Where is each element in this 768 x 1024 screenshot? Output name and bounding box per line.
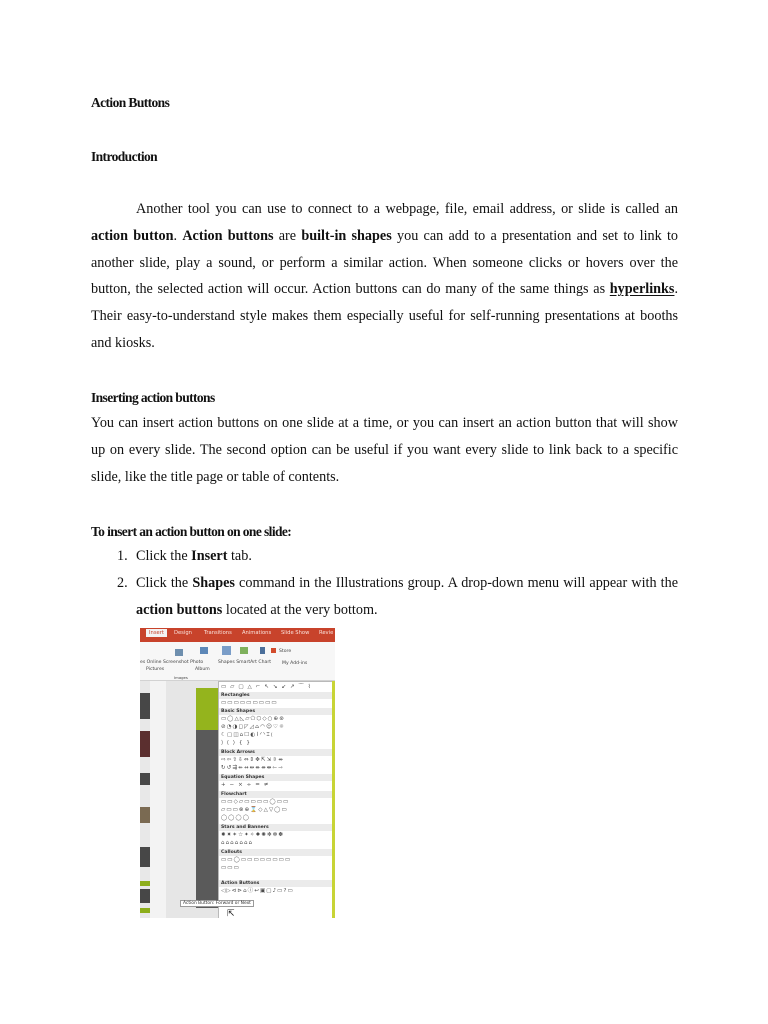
ribbon-label: Pictures [146,667,165,672]
shape-row[interactable]: ▭▭▭ [221,865,240,871]
introduction-paragraph [91,196,678,357]
shape-row[interactable]: ☾▢◫⌂☐◐⌇◜◝⌶⟮ [221,732,274,738]
hyperlinks-link[interactable]: hyperlinks [609,281,675,298]
steps-list [91,543,678,623]
ribbon-label: es Online Screenshot Photo [140,660,204,665]
shape-row[interactable]: ▭▭◇▱▭▭▭▭◯▭▭ [221,799,290,805]
intro-text-4: you can add to a presentation and set to link to another slide, play a sound, or perform a similar action. When someone clicks or hovers over the button, the selected action will occur. Action buttons can do many of the same things as [91,227,679,298]
shape-row[interactable]: ▱▭▭⊗⊕⌛◇△▽◯▭ [221,807,288,813]
section-stars-and-banners: Stars and Banners [219,824,333,831]
slide-thumbnails [140,681,150,918]
tab-design[interactable]: Design [174,630,192,636]
section-callouts: Callouts [219,849,333,856]
slide-thumbnail [140,693,150,719]
shape-row[interactable]: ▭◯△◺▱⬠⬡◇○⊕⊛ [221,716,285,722]
slide-thumbnail-accent [140,908,150,913]
introduction-heading: Introduction [91,149,158,164]
store-icon[interactable] [271,648,276,653]
shape-row[interactable]: ▭▭▭▭▭▭▭▭▭ [221,700,278,706]
intro-text-3: are [278,227,297,244]
ribbon-label: Images [174,675,188,680]
tab-slide-show[interactable]: Slide Show [281,630,310,636]
section-basic-shapes: Basic Shapes [219,708,333,715]
step-number: 2. [117,574,128,591]
shape-row[interactable]: ▭ ▱ ▢ △ ⌐ ↖ ↘ ↙ ↗ ⌒ ⌇ [221,684,312,690]
slide-thumbnail [140,773,150,785]
step-text: Click the [136,574,189,591]
slide-thumbnail [140,807,150,823]
section-action-buttons: Action Buttons [219,880,333,887]
step-number: 1. [117,548,128,564]
shape-row[interactable]: ↻↺⇶⇷⇸⇹⇺⇻⇼⇽⇾ [221,765,284,771]
list-item [91,570,678,624]
slide-thumbnail-accent [140,881,150,886]
section-block-arrows: Block Arrows [219,749,333,756]
list-item [91,543,678,570]
intro-text-5: . Their easy-to-understand style makes them especially useful for self-running presentations at booths and kiosks. [91,281,678,351]
slide-thumbnail [140,731,150,757]
section-equation-shapes: Equation Shapes [219,774,333,781]
step-text: located at the very bottom. [225,601,378,618]
inserting-heading: Inserting action buttons [91,390,215,405]
slide-thumbnail [140,847,150,867]
shape-row[interactable]: ▭▭◯▭▭▭▭▭▭▭▭ [221,857,292,863]
action-buttons-row[interactable]: ◁▷⊲⊳⌂ⓘ↩▣▢♪▭?▭ [221,888,294,894]
tab-insert[interactable]: Insert [146,629,167,637]
intro-text-2: . [173,227,178,244]
shape-row[interactable]: ✸✷✶☆✦✧✹✺✻✼✽ [221,832,285,838]
chart-icon[interactable] [260,647,265,654]
ribbon-label: Shapes SmartArt Chart [218,660,272,665]
ribbon-label: Album [195,667,210,672]
step-text: command in the Illustrations group. A drop-down menu will appear with the [239,574,678,591]
mouse-cursor-icon: ⇱ [227,909,235,918]
steps-heading: To insert an action button on one slide: [91,524,292,539]
screenshot-icon [175,649,183,656]
ribbon [140,642,335,681]
intro-bold-built-in-shapes: built-in shapes [301,227,392,244]
photo-album-icon [200,647,208,654]
intro-bold-action-button: action button [91,227,174,244]
step-bold: Insert [191,548,228,564]
step-text: tab. [230,548,252,564]
ribbon-label: Store [279,649,292,654]
section-flowchart: Flowchart [219,791,333,798]
ribbon-tabs [140,628,335,642]
slide-preview [196,688,218,908]
shape-row[interactable]: ⇨⇦⇧⇩⇔⇕✥⇱⇲⇳⇴ [221,757,284,763]
step-text: Click the [136,548,188,564]
shape-row[interactable]: ◯◯◯◯ [221,815,251,821]
shape-row[interactable]: ⌂⌂⌂⌂⌂⌂⌂ [221,840,254,846]
intro-bold-action-buttons: Action buttons [182,227,274,244]
step-bold: Shapes [192,574,235,591]
slide-edge [332,681,335,918]
shapes-icon[interactable] [222,646,231,655]
page-title: Action Buttons [91,95,170,110]
shape-row[interactable]: + − × ÷ = ≠ [221,782,270,788]
tab-animations[interactable]: Animations [242,630,272,636]
shape-row[interactable]: ⊘◔◑◻◸◿⌓◠☺♡☼ [221,724,286,730]
tab-review[interactable]: Revie [319,630,334,636]
tab-transitions[interactable]: Transitions [204,630,232,636]
ribbon-label: My Add-ins [282,661,308,666]
action-button-tooltip: Action Button: Forward or Next [180,900,254,907]
slide-thumbnail [140,889,150,903]
shape-row[interactable]: ⟯ ⟨ ⟩ { } [221,740,252,746]
intro-text-1: Another tool you can use to connect to a webpage, file, email address, or slide is called an [136,201,678,217]
powerpoint-screenshot [140,628,335,918]
inserting-paragraph: You can insert action buttons on one slide at a time, or you can insert an action button that will show up on every slide. The second option can be useful if you want every slide to link back to a specific slide, like the title page or table of contents. [91,415,678,485]
section-rectangles: Rectangles [219,692,333,699]
step-bold: action buttons [136,601,223,618]
shapes-dropdown-menu [218,681,334,918]
smartart-icon[interactable] [240,647,248,654]
